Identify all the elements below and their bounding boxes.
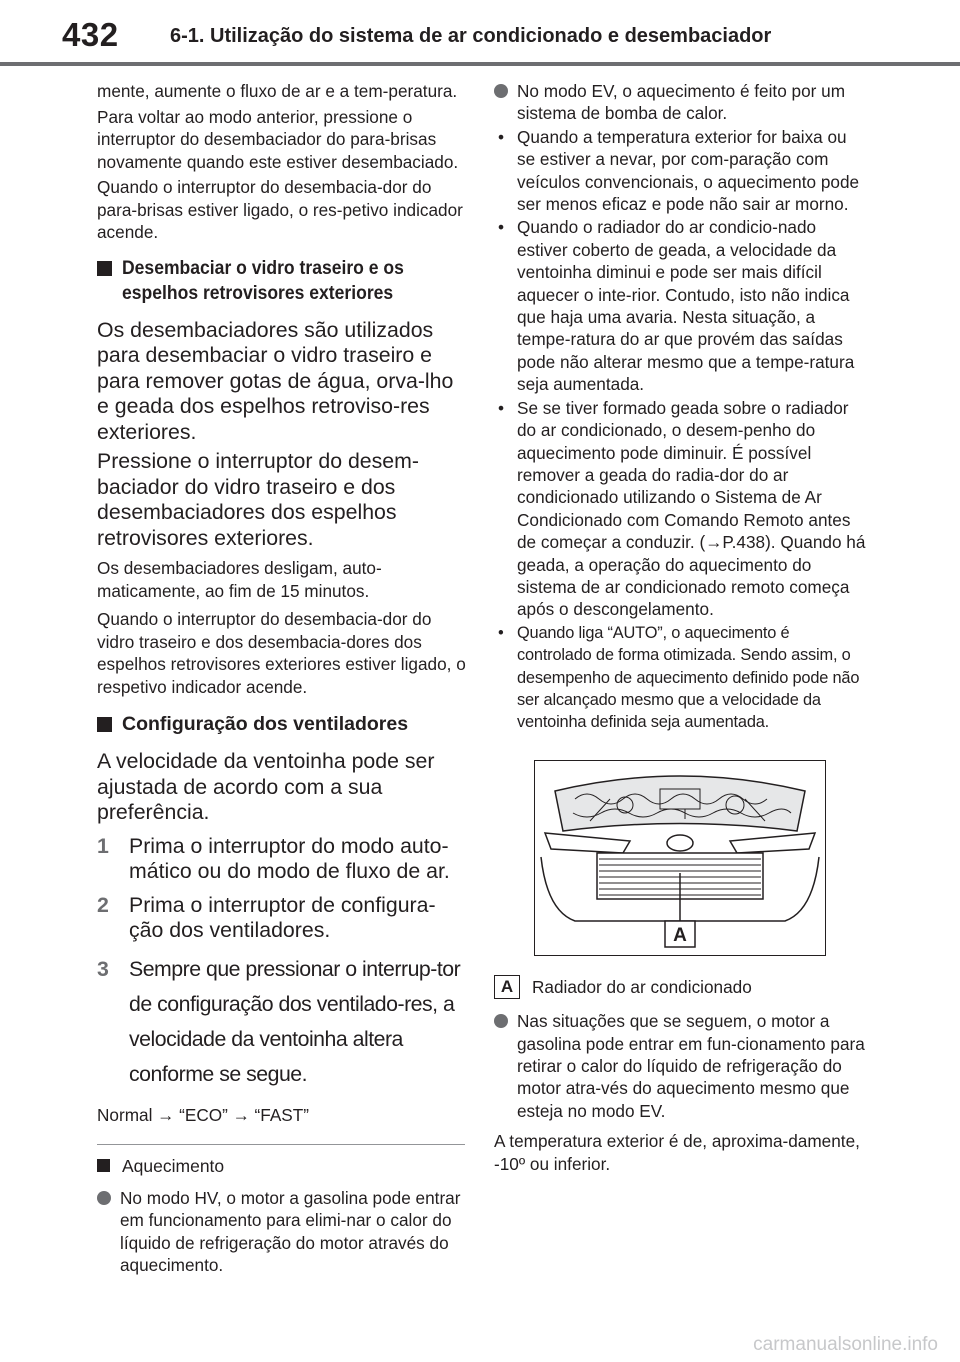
- paragraph: mente, aumente o fluxo de ar e a tem-peratura.: [97, 81, 458, 101]
- step-item: [97, 952, 467, 1092]
- step-number: 1: [97, 833, 109, 858]
- step-item: [97, 893, 467, 944]
- step-text: Sempre que pressionar o interrup-tor de configuração dos ventilado-res, a velocidade da ventoinha altera conforme se segue.: [129, 956, 461, 1086]
- left-column: [97, 80, 467, 1277]
- section-heading-text: Configuração dos ventiladores: [122, 713, 409, 735]
- watermark: carmanualsonline.info: [753, 1334, 938, 1355]
- radiator-illustration: [534, 760, 826, 956]
- step-number: 3: [97, 956, 109, 981]
- bullet-icon: •: [498, 623, 504, 642]
- bullet-item: [494, 126, 866, 216]
- bullet-text: Quando a temperatura exterior for baixa ou se estiver a nevar, por com-paração com veículos convencionais, o aquecimento pode ser menos eficaz e pode não sair ar morno.: [517, 126, 860, 215]
- fan-speed-sequence: Normal → “ECO” → “FAST”: [97, 1104, 309, 1125]
- circle-bullet-icon: [494, 84, 508, 98]
- list-item-text: No modo HV, o motor a gasolina pode entrar em funcionamento para elimi-nar o calor do líquido de refrigeração do motor através do aquecimento.: [120, 1188, 461, 1276]
- section-body: A velocidade da ventoinha pode ser ajustada de acordo com a sua preferência.: [97, 749, 435, 824]
- paragraph: A temperatura exterior é de, aproxima-damente, -10º ou inferior.: [494, 1131, 860, 1174]
- note: Quando o interruptor do desembacia-dor do vidro traseiro e dos desembacia-dores dos espelhos retrovisores exteriores estiver ligado, o respetivo indicador acende.: [97, 609, 466, 697]
- list-item-text: Nas situações que se seguem, o motor a gasolina pode entrar em fun-cionamento para retirar o calor do líquido de refrigeração do motor atra-vés do aquecimento mesmo que esteja no modo EV.: [517, 1011, 865, 1121]
- instruction: Pressione o interruptor do desem-baciador do vidro traseiro e dos desembaciadores dos espelhos retrovisores exteriores.: [97, 449, 419, 550]
- step-number: 2: [97, 892, 109, 917]
- figure-caption: [494, 976, 866, 998]
- callout-text: Radiador do ar condicionado: [532, 976, 752, 997]
- square-bullet-icon: [97, 1159, 110, 1172]
- bullet-item: [494, 216, 866, 395]
- paragraph: Quando o interruptor do desembacia-dor do para-brisas estiver ligado, o res-petivo indicador acende.: [97, 177, 463, 242]
- paragraph: Para voltar ao modo anterior, pressione o interruptor do desembaciador do para-brisas novamente quando este estiver desembaciado.: [97, 106, 459, 172]
- step-item: [97, 834, 467, 885]
- bullet-icon: •: [498, 217, 505, 238]
- section-heading-fans: [97, 712, 467, 737]
- car-front-drawing: [535, 761, 825, 955]
- list-item-text: No modo EV, o aquecimento é feito por um sistema de bomba de calor.: [517, 81, 846, 124]
- bullet-text: Quando o radiador do ar condicio-nado estiver coberto de geada, a velocidade da ventoinha diminui e pode ser mais difícil aquecer o inte-rior. Contudo, isto não indica que haja uma avaria. Nesta situação, a tempe-ratura do ar que provém das saídas pode não alterar mesmo que a tempe-ratura seja aumentada.: [517, 217, 855, 395]
- note: Os desembaciadores desligam, auto-maticamente, ao fim de 15 minutos.: [97, 558, 382, 601]
- bullet-text: Se se tiver formado geada sobre o radiador do ar condicionado, o desem-penho do aquecimento pode diminuir. É possível remover a geada do radia-dor do ar condicionado utilizando o Sistema de Ar Condicionado com Comando Remoto antes de começar a conduzir. (→P.438). Quando há geada, a operação do aquecimento do sistema de ar condicionado remoto começa após o descongelamento.: [517, 397, 866, 620]
- circle-bullet-icon: [97, 1191, 111, 1205]
- callout-letter: A: [494, 975, 520, 999]
- subsection-heading-text: Aquecimento: [122, 1156, 225, 1176]
- chapter-title: 6-1. Utilização do sistema de ar condicionado e desembaciador: [170, 25, 772, 47]
- bullet-item: [494, 397, 866, 621]
- page-header: [0, 0, 960, 70]
- bullet-item: [494, 622, 866, 734]
- circle-bullet-icon: [494, 1014, 508, 1028]
- header-divider: [0, 62, 960, 66]
- divider: [97, 1144, 465, 1145]
- list-item: [494, 1010, 866, 1122]
- section-heading-text: Desembaciar o vidro traseiro e os espelhos retrovisores exteriores: [122, 256, 404, 304]
- square-bullet-icon: [97, 717, 112, 732]
- figure-callout-label: A: [673, 924, 687, 946]
- square-bullet-icon: [97, 261, 112, 276]
- list-item: [494, 80, 866, 125]
- step-text: Prima o interruptor do modo auto-mático ou do modo de fluxo de ar.: [129, 833, 450, 883]
- section-body: Os desembaciadores são utilizados para desembaciar o vidro traseiro e para remover gotas de água, orva-lho e geada dos espelhos retroviso-res exteriores.: [97, 317, 454, 444]
- page-number: 432: [62, 16, 119, 53]
- step-text: Prima o interruptor de configura-ção dos ventiladores.: [129, 892, 436, 942]
- subsection-heading-heating: [97, 1155, 467, 1177]
- bullet-icon: •: [498, 126, 505, 147]
- section-heading-defogger: [97, 256, 467, 306]
- list-item: [97, 1187, 467, 1277]
- right-column: [494, 80, 866, 1175]
- bullet-icon: •: [498, 397, 505, 418]
- bullet-text: Quando liga “AUTO”, o aquecimento é controlado de forma otimizada. Sendo assim, o desempenho de aquecimento definido pode não ser alcançado mesmo que a velocidade da ventoinha definida seja aumentada.: [517, 623, 860, 732]
